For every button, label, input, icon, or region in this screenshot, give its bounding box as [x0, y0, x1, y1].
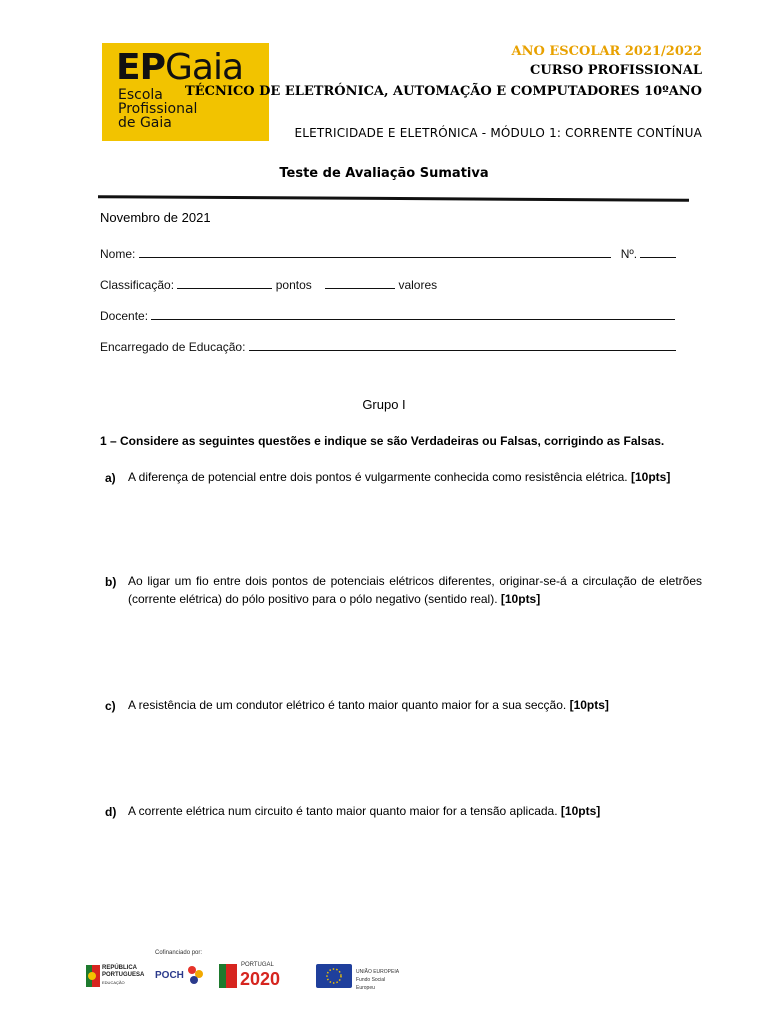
- item-letter: d): [105, 805, 117, 819]
- item-letter: c): [105, 699, 116, 713]
- republica-line: EDUCAÇÃO: [102, 980, 125, 985]
- item-points: [10pts]: [560, 804, 601, 818]
- test-title: Teste de Avaliação Sumativa: [279, 166, 489, 181]
- guardian-row: [100, 339, 676, 354]
- coat-of-arms-icon: [86, 965, 100, 987]
- republica-line: PORTUGUESA: [102, 972, 145, 978]
- item-points: [10pts]: [569, 698, 609, 712]
- logo-sub-line: Profissional: [118, 101, 198, 117]
- points-label: pontos: [275, 278, 312, 292]
- item-statement: A resistência de um condutor elétrico é tanto maior quanto maior for a sua secção.: [128, 698, 567, 712]
- name-label: Nome:: [100, 247, 136, 261]
- title-divider: [98, 195, 689, 202]
- values-label: valores: [398, 278, 438, 292]
- eu-flag-icon: [316, 964, 352, 988]
- portugal-flag-icon: [219, 964, 237, 988]
- classification-row: [100, 277, 437, 292]
- item-text-d: [128, 802, 702, 820]
- teacher-row: [100, 308, 675, 323]
- republica-line: REPÚBLICA: [102, 965, 138, 971]
- item-points: [10pts]: [630, 470, 671, 484]
- number-label: Nº.: [620, 247, 638, 261]
- logo-ep: EP: [116, 47, 165, 88]
- item-text-c: [128, 696, 702, 714]
- name-field[interactable]: [139, 246, 611, 258]
- eu-logo: [316, 964, 402, 990]
- item-text-b: [128, 572, 702, 608]
- test-date: Novembro de 2021: [100, 210, 211, 225]
- poch-text: POCH: [155, 970, 184, 981]
- portugal-text: PORTUGAL: [241, 962, 274, 968]
- question-1: 1 – Considere as seguintes questões e indique se são Verdadeiras ou Falsas, corrigindo as Falsas.: [100, 434, 665, 448]
- item-points: [10pts]: [500, 592, 541, 606]
- classification-label: Classificação:: [100, 278, 175, 292]
- item-letter: b): [105, 575, 117, 589]
- group-title: Grupo I: [362, 397, 406, 412]
- portugal-2020-logo: [219, 962, 301, 990]
- logo-sub-line: Escola: [118, 87, 163, 103]
- eu-line: Fundo Social Europeu: [356, 977, 386, 991]
- item-statement: Ao ligar um fio entre dois pontos de potenciais elétricos diferentes, originar-se-á a circulação de eletrões (corrente elétrica) do pólo positivo para o pólo negativo (sentido real).: [128, 574, 702, 606]
- poch-mark-icon: [187, 964, 205, 986]
- item-statement: A diferença de potencial entre dois pontos é vulgarmente conhecida como resistência elétrica.: [128, 470, 628, 484]
- logo-gaia: Gaia: [164, 47, 244, 88]
- guardian-label: Encarregado de Educação:: [100, 340, 246, 354]
- name-row: [100, 246, 676, 261]
- republica-logo: [86, 963, 148, 989]
- eu-line: UNIÃO EUROPEIA: [356, 969, 400, 975]
- number-field[interactable]: [640, 246, 676, 258]
- logo-wordmark: [116, 47, 244, 88]
- poch-logo: [155, 962, 205, 990]
- points-field[interactable]: [177, 277, 272, 289]
- course-name: TÉCNICO DE ELETRÓNICA, AUTOMAÇÃO E COMPUTADORES 10ºANO: [185, 84, 702, 99]
- logo-sub-line: de Gaia: [118, 115, 172, 131]
- year-2020: 2020: [240, 969, 281, 989]
- school-year: ANO ESCOLAR 2021/2022: [511, 44, 702, 59]
- guardian-field[interactable]: [249, 339, 676, 351]
- course-label: CURSO PROFISSIONAL: [530, 63, 702, 78]
- module-title: ELETRICIDADE E ELETRÓNICA - MÓDULO 1: CORRENTE CONTÍNUA: [294, 126, 702, 140]
- item-letter: a): [105, 471, 116, 485]
- teacher-field[interactable]: [151, 308, 675, 320]
- values-field[interactable]: [325, 277, 395, 289]
- teacher-label: Docente:: [100, 309, 149, 323]
- item-statement: A corrente elétrica num circuito é tanto maior quanto maior for a tensão aplicada.: [128, 804, 558, 818]
- cofinanced-label: Cofinanciado por:: [155, 950, 203, 956]
- item-text-a: [128, 468, 702, 486]
